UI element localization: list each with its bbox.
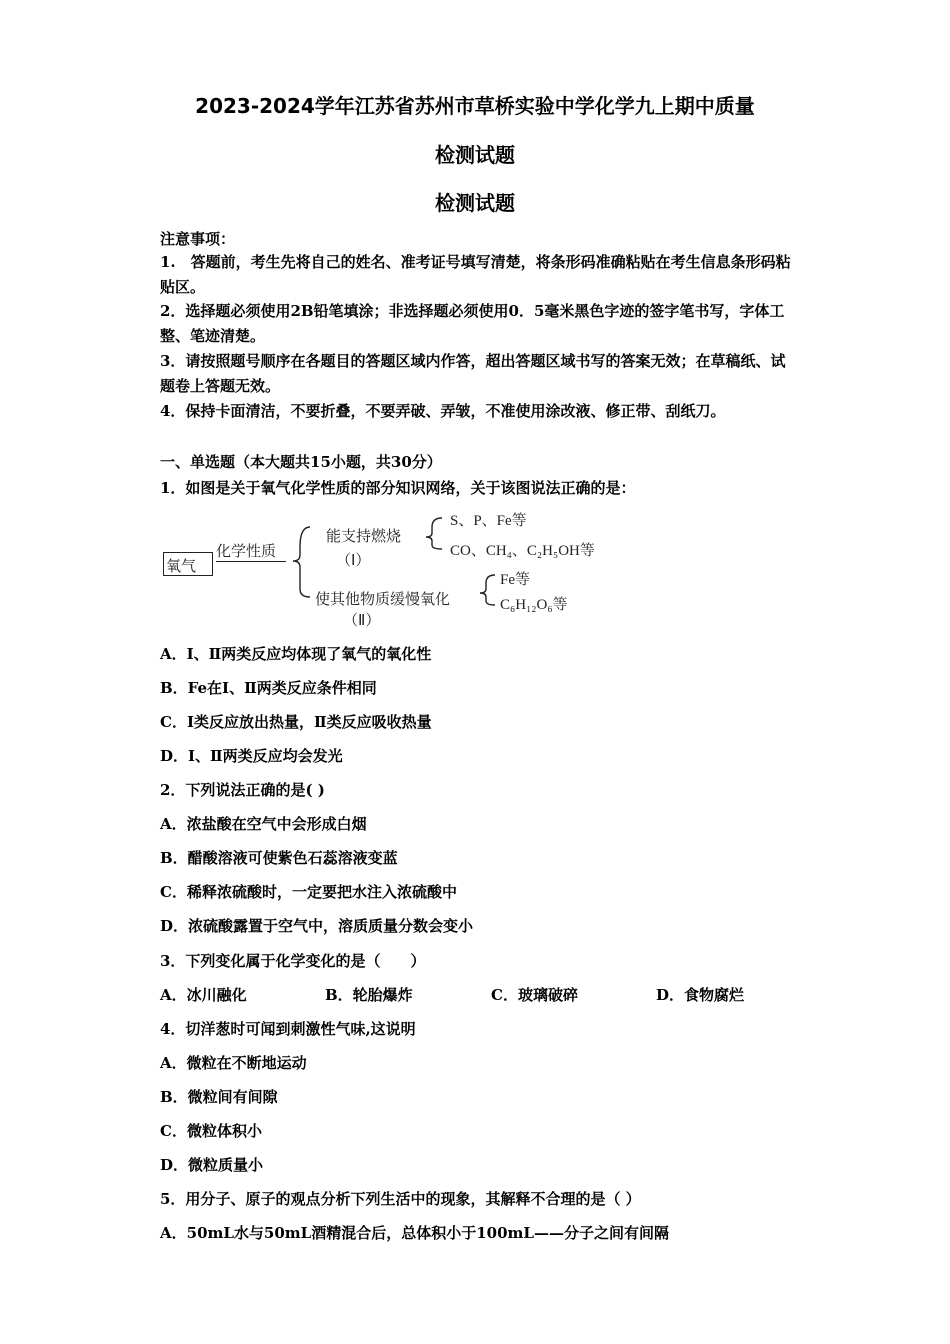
question-3-option-c: C．玻璃破碎 xyxy=(491,986,578,1004)
question-2-stem: 2．下列说法正确的是( ) xyxy=(160,781,325,799)
question-4-option-a: A．微粒在不断地运动 xyxy=(160,1054,307,1072)
question-5-option-a: A．50mL水与50mL酒精混合后，总体积小于100mL——分子之间有间隔 xyxy=(160,1224,669,1242)
question-5-stem: 5．用分子、原子的观点分析下列生活中的现象，其解释不合理的是（ ） xyxy=(160,1190,641,1208)
branch-2-label: 使其他物质缓慢氧化 xyxy=(315,590,451,608)
question-4-option-b: B．微粒间有间隙 xyxy=(160,1088,278,1106)
question-2-option-a: A．浓盐酸在空气中会形成白烟 xyxy=(160,815,367,833)
notice-item-2: 2．选择题必须使用2B铅笔填涂；非选择题必须使用0．5毫米黑色字迹的签字笔书写，字体工整、笔迹清楚。 xyxy=(160,302,785,345)
section-heading: 一、单选题（本大题共15小题，共30分） xyxy=(160,453,442,471)
question-4-option-c: C．微粒体积小 xyxy=(160,1122,262,1140)
title-line-1: 2023-2024学年江苏省苏州市草桥实验中学化学九上期中质量 xyxy=(195,94,755,118)
notice-item-1: 1. 答题前，考生先将自己的姓名、准考证号填写清楚，将条形码准确粘贴在考生信息条形码粘贴区。 xyxy=(160,253,791,296)
question-1-option-b: B．Fe在Ⅰ、Ⅱ两类反应条件相同 xyxy=(160,679,377,697)
question-1-option-d: D．Ⅰ、Ⅱ两类反应均会发光 xyxy=(160,747,343,765)
question-1-option-a: A．Ⅰ、Ⅱ两类反应均体现了氧气的氧化性 xyxy=(160,645,432,663)
question-4-option-d: D．微粒质量小 xyxy=(160,1156,264,1174)
question-1-stem: 1．如图是关于氧气化学性质的部分知识网络，关于该图说法正确的是： xyxy=(160,479,636,497)
question-2-option-d: D．浓硫酸露置于空气中，溶质质量分数会变小 xyxy=(160,917,474,935)
notice-item-4: 4．保持卡面清洁，不要折叠，不要弄破、弄皱，不准使用涂改液、修正带、刮纸刀。 xyxy=(160,402,726,420)
title-line-2: 检测试题 xyxy=(435,143,515,167)
question-3-option-d: D．食物腐烂 xyxy=(656,986,745,1004)
chemical-property-label: 化学性质 xyxy=(216,542,277,560)
branch-2-number: （Ⅱ） xyxy=(343,611,381,629)
branch-1-number: （Ⅰ） xyxy=(336,551,371,569)
question-1-option-c: C．Ⅰ类反应放出热量，Ⅱ类反应吸收热量 xyxy=(160,713,432,731)
notice-item-3: 3．请按照题号顺序在各题目的答题区域内作答，超出答题区域书写的答案无效；在草稿纸、试题卷上答题无效。 xyxy=(160,352,786,395)
question-3-stem: 3．下列变化属于化学变化的是（ ） xyxy=(160,952,426,970)
question-3-option-b: B．轮胎爆炸 xyxy=(325,986,413,1004)
branch-1-label: 能支持燃烧 xyxy=(326,527,402,545)
branch-2-item-1: Fe等 xyxy=(500,572,531,588)
question-3-option-a: A．冰川融化 xyxy=(160,986,247,1004)
question-2-option-b: B．醋酸溶液可使紫色石蕊溶液变蓝 xyxy=(160,849,398,867)
question-2-option-c: C．稀释浓硫酸时，一定要把水注入浓硫酸中 xyxy=(160,883,457,901)
branch-1-item-2: CO、CH₄、C₂H₅OH等 xyxy=(450,543,595,559)
branch-1-item-1: S、P、Fe等 xyxy=(450,513,527,529)
notice-heading: 注意事项： xyxy=(160,230,236,248)
title-line-3: 检测试题 xyxy=(435,191,515,215)
oxygen-label: 氧气 xyxy=(166,557,197,575)
oxygen-properties-diagram xyxy=(160,505,640,633)
question-4-stem: 4．切洋葱时可闻到刺激性气味,这说明 xyxy=(160,1020,416,1038)
branch-line xyxy=(216,561,286,562)
branch-2-item-2: C₆H₁₂O₆等 xyxy=(500,597,568,613)
